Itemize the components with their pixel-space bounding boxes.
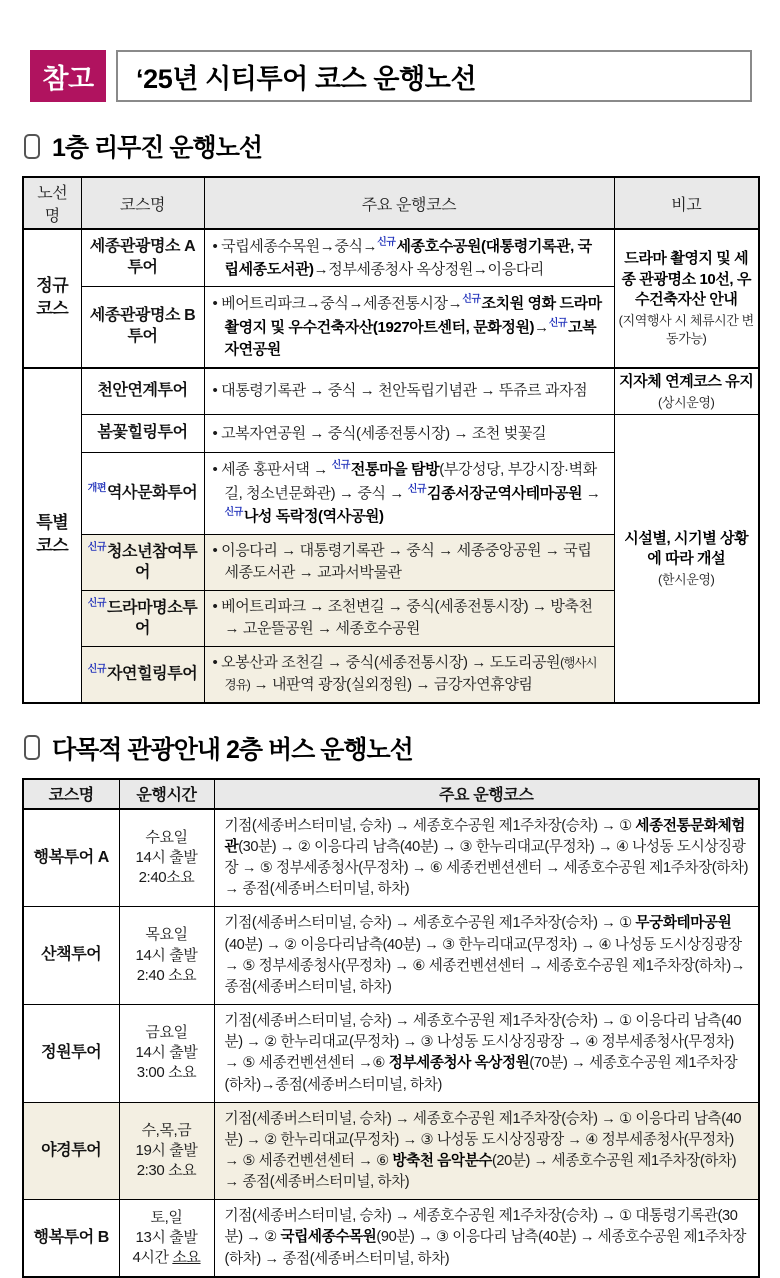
tour-name-cell: 야경투어 (23, 1102, 119, 1200)
schedule-line: 수요일 (145, 828, 188, 846)
double-decker-bus-table (22, 778, 760, 1278)
course-detail-cell: 기점(세종버스터미널, 승차) → 세종호수공원 제1주차장(승차) → ① 대통령기록관(30분) → ② 국립세종수목원(90분) → ③ 이응다리 남측(40분) → 세종호수공원 제1주차장(하차) → 종점(세종버스터미널, 하차) (214, 1200, 759, 1277)
document-title: ‘25년 시티투어 코스 운행노선 (116, 50, 752, 102)
section-square-icon (24, 134, 40, 159)
table-row (23, 368, 759, 415)
schedule-line: 2:40소요 (138, 869, 195, 887)
tour-name-cell: 정원투어 (23, 1005, 119, 1103)
column-header-course: 주요 운행코스 (214, 779, 759, 809)
table-row (23, 907, 759, 1005)
remark-sub-text: (상시운영) (658, 394, 715, 410)
course-detail-cell: • 국립세종수목원→중식→$^{신규}$세종호수공원(대통령기록관, 국립세종도서관)→정부세종청사 옥상정원→이응다리 (204, 229, 614, 287)
schedule-line: 목요일 (145, 926, 188, 944)
table-header-row (23, 779, 759, 809)
course-detail-cell: • 베어트리파크 → 조천변길 → 중식(세종전통시장) → 방축천 → 고운뜰공원 → 세종호수공원 (204, 590, 614, 646)
table-row (23, 809, 759, 907)
course-name-cell: 봄꽃힐링투어 (81, 415, 204, 453)
tour-name-cell: 행복투어 B (23, 1200, 119, 1277)
schedule-line: 19시 출발 (135, 1141, 198, 1159)
course-detail-cell: • 고복자연공원 → 중식(세종전통시장) → 조천 벚꽃길 (204, 415, 614, 453)
tour-name-cell: 산책투어 (23, 907, 119, 1005)
section-square-icon (24, 735, 40, 760)
remark-cell (614, 415, 759, 703)
course-detail-cell: 기점(세종버스터미널, 승차) → 세종호수공원 제1주차장(승차) → ① 세종전통문화체험관(30분) → ② 이응다리 남측(40분) → ③ 한누리대교(무정차) → ④ 나성동 도시상징광장 → ⑤ 정부세종청사(무정차) → ⑥ 세종컨벤션센터 → 세종호수공원 제1주차장(하차) → 종점(세종버스터미널, 하차) (214, 809, 759, 907)
course-detail-cell: • 세종 홍판서댁 → $^{신규}$전통마을 탐방(부강성당, 부강시장·벽화길, 청소년문화관) → 중식 → $^{신규}$김종서장군역사테마공원 → $^{신규}$나성 독락정(역사공원) (204, 453, 614, 535)
course-name-cell: $^{개편}$역사문화투어 (81, 453, 204, 535)
schedule-line: 3:00 소요 (136, 1064, 197, 1082)
table-row (23, 229, 759, 287)
course-detail-cell: • 베어트리파크→중식→세종전통시장→$^{신규}$조치원 영화 드라마 촬영지 및 우수건축자산(1927아트센터, 문화정원)→$^{신규}$고복자연공원 (204, 287, 614, 368)
course-detail-cell: • 오봉산과 조천길 → 중식(세종전통시장) → 도도리공원(행사시 경유) → 내판역 광장(실외정원) → 금강자연휴양림 (204, 646, 614, 703)
schedule-cell (119, 809, 214, 907)
route-group-cell: 정규 코스 (23, 229, 81, 368)
schedule-line: 수,목,금 (141, 1121, 192, 1139)
column-header-course-name: 코스명 (81, 177, 204, 229)
column-header-time: 운행시간 (119, 779, 214, 809)
reference-badge: 참고 (30, 50, 106, 102)
course-name-cell: 세종관광명소 B투어 (81, 287, 204, 368)
table-row (23, 1200, 759, 1277)
column-header-remark: 비고 (614, 177, 759, 229)
section-2-heading (24, 730, 758, 766)
table-header-row (23, 177, 759, 229)
schedule-line: 2:30 소요 (136, 1162, 197, 1180)
schedule-line: 4시간 소요 (132, 1249, 201, 1267)
column-header-course-name: 코스명 (23, 779, 119, 809)
schedule-line: 2:40 소요 (136, 966, 197, 984)
remark-sub-text: (한시운영) (658, 572, 715, 588)
schedule-line: 14시 출발 (135, 946, 198, 964)
schedule-line: 13시 출발 (135, 1228, 198, 1246)
remark-main-text: 시설별, 시기별 상황에 따라 개설 (624, 529, 749, 567)
schedule-line: 토,일 (150, 1208, 183, 1226)
schedule-cell (119, 1005, 214, 1103)
document-header (30, 50, 752, 102)
schedule-line: 14시 출발 (135, 848, 198, 866)
remark-cell (614, 368, 759, 415)
course-name-cell: $^{신규}$자연힐링투어 (81, 646, 204, 703)
schedule-cell (119, 1200, 214, 1277)
limousine-route-table (22, 176, 760, 704)
remark-cell (614, 229, 759, 368)
remark-main-text: 지자체 연계코스 유지 (619, 372, 754, 390)
tour-name-cell: 행복투어 A (23, 809, 119, 907)
course-name-cell: 천안연계투어 (81, 368, 204, 415)
table-row (23, 415, 759, 453)
table-row (23, 1005, 759, 1103)
column-header-route: 노선명 (23, 177, 81, 229)
course-name-cell: $^{신규}$드라마명소투어 (81, 590, 204, 646)
route-group-cell: 특별 코스 (23, 368, 81, 703)
section-1-heading-text: 1층 리무진 운행노선 (52, 134, 262, 162)
schedule-line: 금요일 (145, 1023, 188, 1041)
course-detail-cell: 기점(세종버스터미널, 승차) → 세종호수공원 제1주차장(승차) → ① 이응다리 남측(40분) → ② 한누리대교(무정차) → ③ 나성동 도시상징광장 → ④ 정부세종청사(무정차) → ⑤ 세종컨벤션센터 →⑥ 정부세종청사 옥상정원(70분) → 세종호수공원 제1주차장(하차)→종점(세종버스터미널, 하차) (214, 1005, 759, 1103)
schedule-line: 14시 출발 (135, 1044, 198, 1062)
section-1-heading (24, 128, 758, 164)
course-detail-cell: • 대통령기록관 → 중식 → 천안독립기념관 → 뚜쥬르 과자점 (204, 368, 614, 415)
column-header-course: 주요 운행코스 (204, 177, 614, 229)
remark-main-text: 드라마 촬영지 및 세종 관광명소 10선, 우수건축자산 안내 (621, 250, 752, 308)
course-detail-cell: 기점(세종버스터미널, 승차) → 세종호수공원 제1주차장(승차) → ① 이응다리 남측(40분) → ② 한누리대교(무정차) → ③ 나성동 도시상징광장 → ④ 정부세종청사(무정차) → ⑤ 세종컨벤션센터 → ⑥ 방축천 음악분수(20분) → 세종호수공원 제1주차장(하차) → 종점(세종버스터미널, 하차) (214, 1102, 759, 1200)
course-name-cell: $^{신규}$청소년참여투어 (81, 534, 204, 590)
course-detail-cell: • 이응다리 → 대통령기록관 → 중식 → 세종중앙공원 → 국립세종도서관 → 교과서박물관 (204, 534, 614, 590)
course-detail-cell: 기점(세종버스터미널, 승차) → 세종호수공원 제1주차장(승차) → ① 무궁화테마공원(40분) → ② 이응다리남측(40분) → ③ 한누리대교(무정차) → ④ 나성동 도시상징광장 → ⑤ 정부세종청사(무정차) → ⑥ 세종컨벤션센터 → 세종호수공원 제1주차장(하차)→ 종점(세종버스터미널, 하차) (214, 907, 759, 1005)
course-name-cell: 세종관광명소 A투어 (81, 229, 204, 287)
schedule-cell (119, 907, 214, 1005)
remark-sub-text: (지역행사 시 체류시간 변동가능) (618, 313, 754, 346)
section-2-heading-text: 다목적 관광안내 2층 버스 운행노선 (52, 735, 413, 764)
